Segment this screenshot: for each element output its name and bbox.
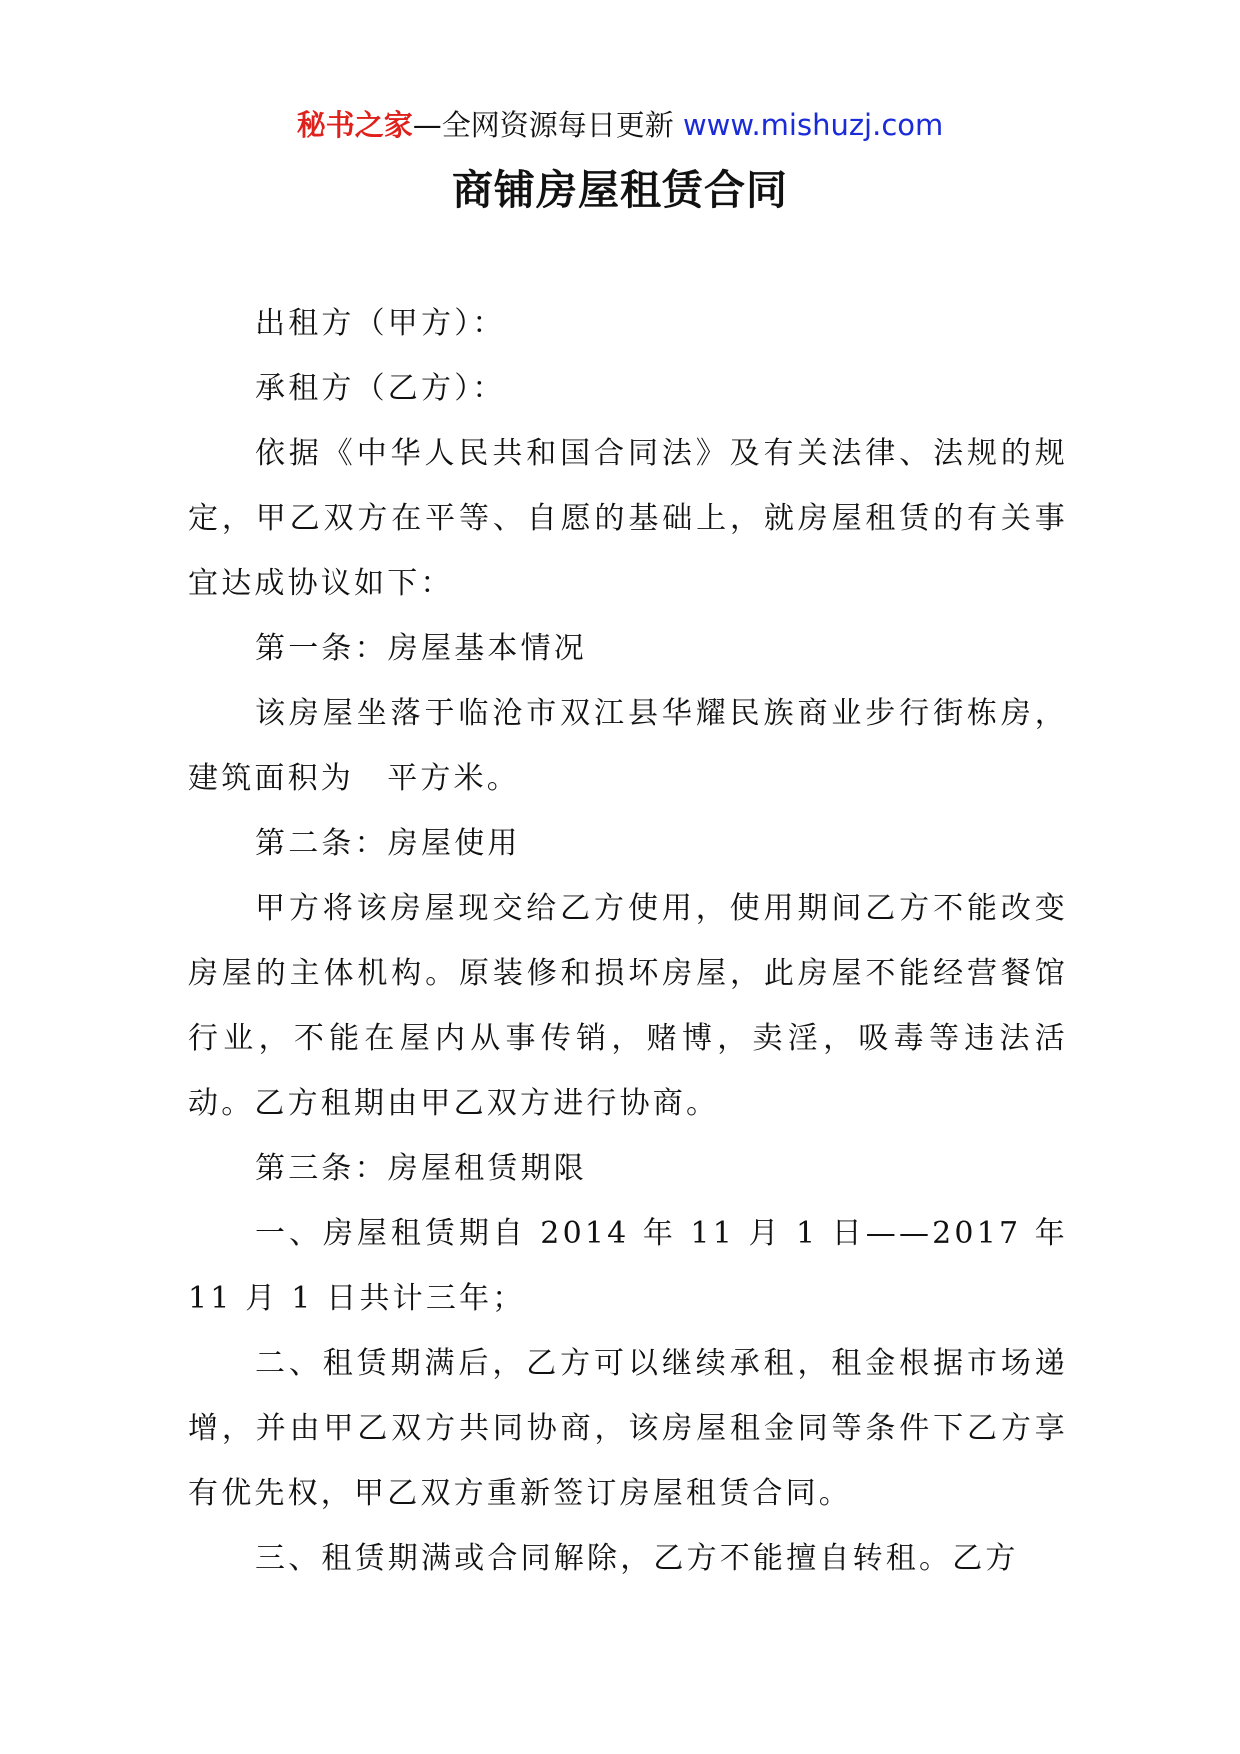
site-tagline: —全网资源每日更新 bbox=[412, 108, 674, 142]
paragraph-lessor: 出租方（甲方）： bbox=[255, 306, 506, 341]
article-2-heading: 第二条：房屋使用 bbox=[255, 826, 521, 861]
document-body bbox=[188, 291, 1068, 1591]
site-brand: 秘书之家 bbox=[296, 108, 413, 142]
article-1-heading: 第一条：房屋基本情况 bbox=[255, 631, 587, 666]
paragraph-lessee: 承租方（乙方）： bbox=[255, 371, 506, 406]
site-header bbox=[0, 100, 1240, 150]
site-url-link[interactable]: www.mishuzj.com bbox=[682, 108, 944, 142]
article-3-clause-1: 一、房屋租赁期自 2014 年 11 月 1 日——2017 年 11 月 1 日共计三年； bbox=[188, 1216, 1068, 1316]
article-3-clause-3: 三、租赁期满或合同解除，乙方不能擅自转租。乙方 bbox=[255, 1541, 1019, 1576]
article-1-content: 该房屋坐落于临沧市双江县华耀民族商业步行街栋房，建筑面积为 平方米。 bbox=[188, 696, 1068, 796]
article-3-heading: 第三条：房屋租赁期限 bbox=[255, 1151, 587, 1186]
document-title: 商铺房屋租赁合同 bbox=[452, 166, 788, 214]
article-2-content: 甲方将该房屋现交给乙方使用，使用期间乙方不能改变房屋的主体机构。原装修和损坏房屋，此房屋不能经营餐馆行业，不能在屋内从事传销，赌博，卖淫，吸毒等违法活动。乙方租期由甲乙双方进行协商。 bbox=[188, 891, 1068, 1121]
article-3-clause-2: 二、租赁期满后，乙方可以继续承租，租金根据市场递增，并由甲乙双方共同协商，该房屋租金同等条件下乙方享有优先权，甲乙双方重新签订房屋租赁合同。 bbox=[188, 1346, 1068, 1511]
paragraph-preamble: 依据《中华人民共和国合同法》及有关法律、法规的规定，甲乙双方在平等、自愿的基础上，就房屋租赁的有关事宜达成协议如下： bbox=[188, 436, 1068, 601]
